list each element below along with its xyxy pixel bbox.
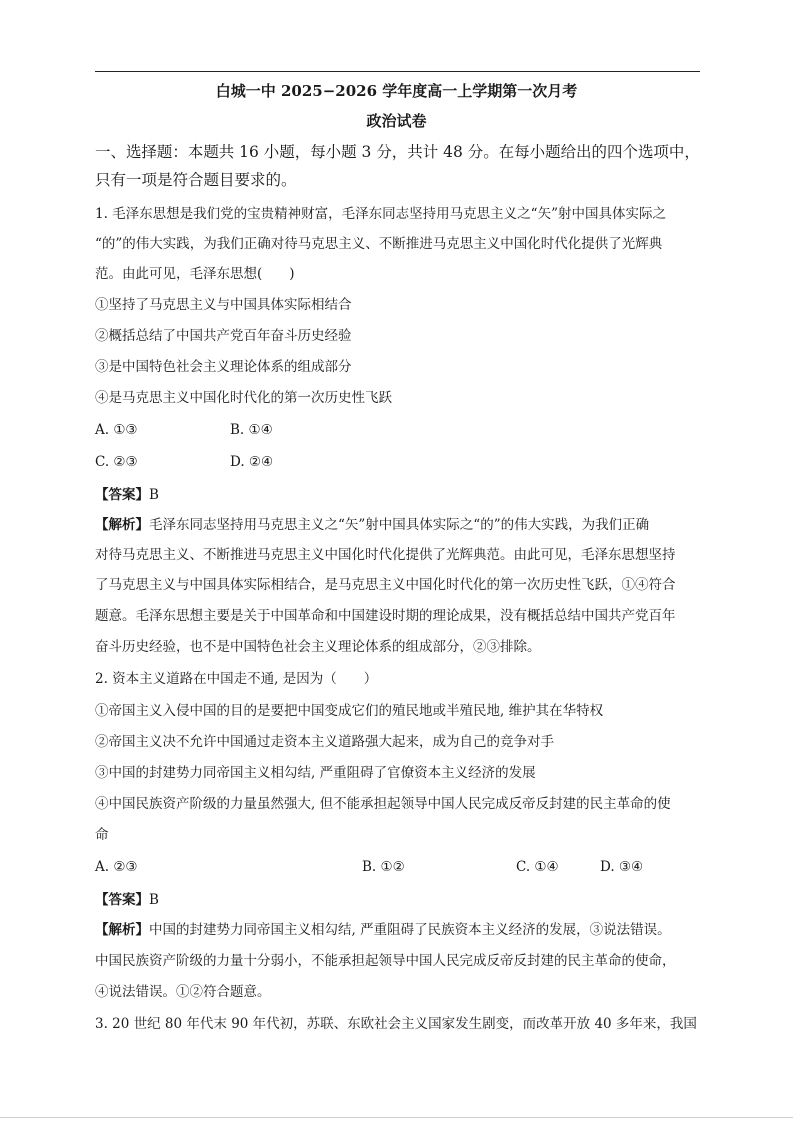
q1-option-a: A. ①③: [95, 422, 138, 438]
q2-item-4: ④中国民族资产阶级的力量虽然强大, 但不能承担起领导中国人民完成反帝反封建的民主革命的使: [95, 796, 671, 812]
q2-analysis-line1: [95, 921, 671, 939]
q1-analysis-line2: 对待马克思主义、不断推进马克思主义中国化时代化提供了光辉典范。由此可见，毛泽东思想坚持: [95, 547, 676, 563]
q1-stem-line1: 1. 毛泽东思想是我们党的宝贵精神财富，毛泽东同志坚持用马克思主义之“矢”射中国具体实际之: [95, 206, 666, 222]
answer-label: 【答案】: [95, 892, 149, 908]
q1-analysis-line3: 了马克思主义与中国具体实际相结合，是马克思主义中国化时代化的第一次历史性飞跃，①④符合: [95, 577, 676, 593]
q1-stem-line2: “的”的伟大实践，为我们正确对待马克思主义、不断推进马克思主义中国化时代化提供了光辉典: [95, 236, 663, 252]
q2-item-3: ③中国的封建势力同帝国主义相勾结, 严重阻碍了官僚资本主义经济的发展: [95, 765, 536, 781]
q1-analysis-line4: 题意。毛泽东思想主要是关于中国革命和中国建设时期的理论成果，没有概括总结中国共产党百年: [95, 608, 676, 624]
q2-item-2: ②帝国主义决不允许中国通过走资本主义道路强大起来，成为自己的竞争对手: [95, 734, 554, 750]
q1-item-1: ①坚持了马克思主义与中国具体实际相结合: [95, 297, 352, 313]
q2-analysis-line2: 中国民族资产阶级的力量十分弱小，不能承担起领导中国人民完成反帝反封建的民主革命的使命，: [95, 953, 676, 969]
q1-item-4: ④是马克思主义中国化时代化的第一次历史性飞跃: [95, 390, 392, 406]
section-heading-line2: 只有一项是符合题目要求的。: [95, 171, 297, 189]
q1-option-d: D. ②④: [230, 454, 274, 470]
q2-stem: 2. 资本主义道路在中国走不通, 是因为（ ）: [95, 671, 378, 687]
q1-analysis-line5: 奋斗历史经验，也不是中国特色社会主义理论体系的组成部分，②③排除。: [95, 639, 541, 655]
exam-subtitle: 政治试卷: [366, 112, 427, 130]
answer-label: 【答案】: [95, 487, 149, 503]
q1-answer: [95, 486, 159, 504]
q1-analysis-line1: [95, 516, 649, 534]
q3-stem: 3. 20 世纪 80 年代末 90 年代初，苏联、东欧社会主义国家发生剧变，而改革开放 40 多年来，我国: [95, 1016, 697, 1032]
analysis-label: 【解析】: [95, 517, 149, 533]
header-rule: [95, 71, 700, 72]
section-heading-line1: 一、选择题：本题共 16 小题，每小题 3 分，共计 48 分。在每小题给出的四个选项中，: [95, 143, 700, 161]
q2-analysis-line3: ④说法错误。①②符合题意。: [95, 984, 271, 1000]
q1-stem-line3: 范。由此可见，毛泽东思想( ): [95, 266, 295, 282]
q2-option-b: B. ①②: [362, 859, 405, 875]
q1-option-b: B. ①④: [230, 422, 273, 438]
q2-option-c: C. ①④: [516, 859, 559, 875]
q1-option-c: C. ②③: [95, 454, 138, 470]
exam-title: 白城一中 2025−2026 学年度高一上学期第一次月考: [215, 82, 578, 100]
q1-item-3: ③是中国特色社会主义理论体系的组成部分: [95, 359, 352, 375]
analysis-text: 毛泽东同志坚持用马克思主义之“矢”射中国具体实际之“的”的伟大实践，为我们正确: [149, 517, 650, 533]
q2-option-d: D. ③④: [600, 859, 644, 875]
analysis-text: 中国的封建势力同帝国主义相勾结, 严重阻碍了民族资本主义经济的发展，③说法错误。: [149, 922, 671, 938]
answer-value: B: [149, 892, 159, 908]
q2-option-a: A. ②③: [95, 859, 138, 875]
q1-item-2: ②概括总结了中国共产党百年奋斗历史经验: [95, 328, 352, 344]
q2-item-1: ①帝国主义入侵中国的目的是要把中国变成它们的殖民地或半殖民地, 维护其在华特权: [95, 703, 604, 719]
q2-item-4-cont: 命: [95, 827, 109, 843]
answer-value: B: [149, 487, 159, 503]
analysis-label: 【解析】: [95, 922, 149, 938]
page-bottom-edge: [0, 1117, 793, 1118]
q2-answer: [95, 891, 159, 909]
